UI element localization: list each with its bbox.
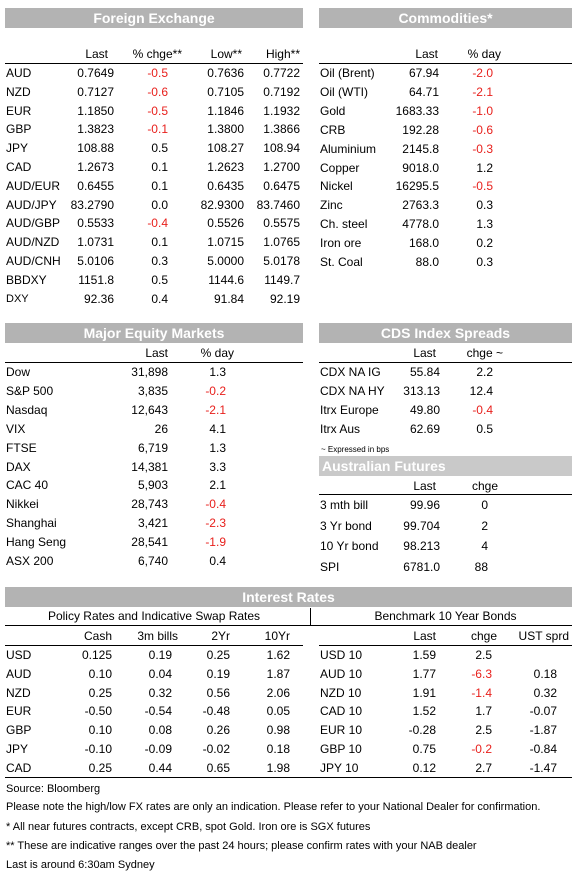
- cds-row-label: CDX NA IG: [320, 365, 381, 379]
- fx-row-label: AUD: [6, 66, 32, 80]
- cds-footnote: ~ Expressed in bps: [321, 445, 390, 454]
- fx-row-low: 0.7636: [207, 66, 244, 80]
- fx-row-high: 5.0178: [263, 254, 300, 268]
- commodity-row-label: Copper: [320, 160, 360, 175]
- bond-row-label: EUR 10: [320, 723, 363, 738]
- fx-row-high: 0.5575: [263, 216, 300, 231]
- commodity-row-label: Oil (WTI): [320, 84, 368, 99]
- equity-row-last: 14,381: [131, 459, 168, 474]
- policy-row-label: JPY: [6, 742, 29, 756]
- cds-row-last: 313.13: [403, 383, 440, 398]
- bonds-header-last: Last: [413, 629, 436, 643]
- fx-row-chg: 0.5: [151, 141, 168, 156]
- equity-row-chg: 1.3: [209, 365, 226, 379]
- equity-row-label: S&P 500: [6, 383, 54, 398]
- fx-row-last: 1.2673: [77, 160, 114, 174]
- fx-row-high: 0.7192: [263, 84, 300, 99]
- commodity-row-last: 16295.5: [395, 179, 439, 194]
- policy-row-10yr: 1.62: [266, 648, 290, 662]
- cds-row-last: 62.69: [409, 421, 440, 436]
- fx-row-chg: -0.1: [147, 122, 168, 137]
- equity-row-chg: -0.2: [205, 383, 226, 398]
- equity-header-last: Last: [145, 346, 168, 360]
- policy-row-2yr: 0.65: [206, 760, 230, 775]
- commodities-header-last: Last: [415, 47, 438, 61]
- policy-row-10yr: 1.87: [266, 666, 290, 681]
- policy-row-cash: 0.25: [88, 760, 112, 775]
- fx-header-rule: [5, 63, 303, 64]
- bond-row-label: USD 10: [320, 648, 363, 662]
- fx-row-low: 82.9300: [200, 197, 244, 212]
- cds-row-chg: -0.4: [472, 402, 493, 417]
- futures-row-label: 3 mth bill: [320, 498, 369, 512]
- note-futures: * All near futures contracts, except CRB, spot Gold. Iron ore is SGX futures: [6, 821, 371, 833]
- commodity-row-chg: 1.2: [476, 160, 493, 175]
- futures-row-last: 98.213: [403, 539, 440, 553]
- policy-row-label: EUR: [6, 704, 32, 719]
- equity-header-rule: [5, 362, 303, 363]
- fx-row-label: AUD/CNH: [6, 254, 61, 268]
- fx-row-high: 1.3866: [263, 122, 300, 137]
- fx-row-low: 1144.6: [208, 272, 244, 287]
- fx-row-chg: -0.5: [147, 66, 168, 80]
- cds-row-chg: 0.5: [476, 421, 493, 436]
- fx-header-last: Last: [85, 47, 108, 61]
- fx-header-high: High**: [265, 47, 300, 61]
- fx-row-label: AUD/JPY: [6, 197, 57, 212]
- commodity-row-last: 2763.3: [402, 198, 439, 213]
- fx-row-high: 92.19: [269, 291, 300, 306]
- commodity-row-label: Nickel: [320, 179, 353, 194]
- fx-row-chg: 0.1: [151, 235, 168, 250]
- policy-row-3m: 0.04: [148, 666, 172, 681]
- bond-row-label: JPY 10: [320, 760, 359, 775]
- futures-row-last: 6781.0: [403, 559, 440, 574]
- policy-row-label: GBP: [6, 723, 32, 738]
- futures-header-rule: [319, 494, 572, 495]
- policy-row-label: CAD: [6, 760, 32, 775]
- bond-row-sprd: -0.07: [529, 704, 557, 719]
- commodity-row-chg: -2.1: [472, 84, 493, 99]
- bond-row-chg: 2.5: [475, 723, 492, 738]
- rates-divider: [310, 608, 311, 626]
- equity-row-last: 3,835: [137, 383, 168, 398]
- bond-row-label: AUD 10: [320, 666, 363, 681]
- fx-row-last: 0.7127: [77, 84, 114, 99]
- cds-row-last: 55.84: [409, 365, 440, 379]
- commodities-header-chg: % day: [467, 47, 501, 61]
- futures-header-chg: chge: [471, 479, 498, 493]
- fx-row-low: 91.84: [213, 291, 244, 306]
- fx-header-chg: % chge**: [132, 47, 182, 61]
- fx-row-low: 0.6435: [207, 178, 244, 193]
- bond-row-chg: -1.4: [471, 685, 492, 700]
- policy-row-cash: -0.10: [84, 742, 112, 756]
- commodity-row-chg: -0.5: [472, 179, 493, 194]
- policy-row-cash: 0.25: [88, 685, 112, 700]
- policy-row-3m: 0.44: [148, 760, 172, 775]
- cds-row-label: Itrx Aus: [320, 421, 361, 436]
- commodity-row-label: Oil (Brent): [320, 66, 375, 80]
- commodity-row-last: 9018.0: [402, 160, 439, 175]
- policy-row-cash: 0.10: [88, 723, 112, 738]
- equity-row-last: 6,719: [137, 440, 168, 455]
- policy-row-cash: -0.50: [84, 704, 112, 719]
- policy-header-2yr: 2Yr: [211, 629, 230, 643]
- bond-row-last: 1.59: [412, 648, 436, 662]
- bond-row-label: CAD 10: [320, 704, 363, 719]
- commodity-row-last: 168.0: [408, 236, 439, 251]
- note-ranges: ** These are indicative ranges over the past 24 hours; please confirm rates with your NAB dealer: [6, 840, 477, 852]
- fx-row-label: AUD/NZD: [6, 235, 60, 250]
- policy-rates-caption: Policy Rates and Indicative Swap Rates: [47, 609, 261, 623]
- fx-row-chg: 0.0: [151, 197, 168, 212]
- bonds-header-rule: [319, 645, 572, 646]
- fx-row-label: AUD/EUR: [6, 178, 61, 193]
- fx-row-label: EUR: [6, 103, 32, 118]
- fx-panel-title: Foreign Exchange: [5, 8, 303, 28]
- bond-row-label: NZD 10: [320, 685, 362, 700]
- fx-row-high: 1.0765: [263, 235, 300, 250]
- policy-row-2yr: 0.19: [206, 666, 230, 681]
- policy-row-2yr: 0.56: [206, 685, 230, 700]
- fx-row-chg: 0.4: [151, 291, 168, 306]
- commodity-row-chg: 1.3: [476, 217, 493, 232]
- fx-row-chg: 0.3: [151, 254, 168, 268]
- bonds-header-chg: chge: [470, 629, 497, 643]
- equity-row-last: 31,898: [131, 365, 168, 379]
- commodity-row-label: Ch. steel: [320, 217, 368, 232]
- cds-row-last: 49.80: [409, 402, 440, 417]
- bond-row-last: 1.52: [412, 704, 436, 719]
- fx-row-high: 1.2700: [263, 160, 300, 174]
- commodity-row-chg: 0.3: [476, 198, 493, 213]
- bonds-caption: Benchmark 10 Year Bonds: [374, 609, 517, 623]
- bond-row-chg: 2.7: [475, 760, 492, 775]
- policy-row-3m: -0.54: [144, 704, 172, 719]
- bond-row-chg: -0.2: [471, 742, 492, 756]
- bond-row-last: 1.91: [412, 685, 436, 700]
- commodity-row-label: St. Coal: [320, 255, 363, 269]
- policy-row-3m: 0.08: [148, 723, 172, 738]
- policy-row-10yr: 0.05: [266, 704, 290, 719]
- equity-row-last: 28,743: [131, 497, 168, 512]
- fx-row-low: 0.5526: [207, 216, 244, 231]
- fx-row-last: 108.88: [77, 141, 114, 156]
- equity-row-label: DAX: [6, 459, 31, 474]
- bond-row-chg: -6.3: [471, 666, 492, 681]
- fx-row-high: 1.1932: [263, 103, 300, 118]
- equity-row-chg: 3.3: [209, 459, 226, 474]
- fx-row-chg: 0.1: [151, 160, 168, 174]
- commodity-row-label: CRB: [320, 122, 346, 137]
- fx-row-low: 1.2623: [207, 160, 244, 174]
- policy-header-rule: [5, 645, 303, 646]
- policy-row-10yr: 0.98: [266, 723, 290, 738]
- commodity-row-chg: -1.0: [472, 103, 493, 118]
- commodity-row-label: Zinc: [320, 198, 343, 213]
- rates-bottom-rule: [5, 777, 572, 778]
- futures-row-last: 99.704: [403, 518, 440, 533]
- fx-row-label: DXY: [6, 292, 29, 305]
- equity-row-last: 5,903: [137, 478, 168, 493]
- fx-row-label: JPY: [6, 141, 29, 156]
- equity-row-last: 3,421: [137, 516, 168, 531]
- equity-row-label: Hang Seng: [6, 535, 67, 550]
- fx-row-last: 92.36: [83, 291, 114, 306]
- equity-row-last: 28,541: [131, 535, 168, 550]
- equity-row-chg: 4.1: [209, 421, 226, 436]
- policy-row-10yr: 0.18: [266, 742, 290, 756]
- fx-row-label: BBDXY: [6, 272, 47, 287]
- commodity-row-last: 67.94: [408, 66, 439, 80]
- fx-row-chg: -0.6: [147, 84, 168, 99]
- bond-row-last: -0.28: [408, 723, 436, 738]
- fx-header-low: Low**: [210, 47, 242, 61]
- bonds-header-sprd: UST sprd: [518, 629, 569, 643]
- bond-row-sprd: 0.32: [533, 685, 557, 700]
- futures-row-label: 10 Yr bond: [320, 539, 379, 553]
- futures-header-last: Last: [413, 479, 436, 493]
- commodities-header-rule: [319, 63, 572, 64]
- fx-row-label: NZD: [6, 84, 31, 99]
- policy-row-3m: -0.09: [144, 742, 172, 756]
- fx-row-last: 1151.8: [78, 272, 114, 287]
- policy-row-label: NZD: [6, 685, 31, 700]
- equity-row-chg: -1.9: [205, 535, 226, 550]
- fx-row-low: 0.7105: [207, 84, 244, 99]
- futures-row-chg: 88: [474, 559, 488, 574]
- equity-row-label: CAC 40: [6, 478, 49, 493]
- bond-row-label: GBP 10: [320, 742, 362, 756]
- futures-panel-title: Australian Futures: [319, 456, 572, 476]
- equity-header-chg: % day: [200, 346, 234, 360]
- cds-row-label: Itrx Europe: [320, 402, 379, 417]
- commodity-row-label: Gold: [320, 103, 346, 118]
- rates-panel-title: Interest Rates: [5, 587, 572, 607]
- fx-row-last: 0.5533: [77, 216, 114, 231]
- fx-row-chg: -0.4: [147, 216, 168, 231]
- fx-row-low: 5.0000: [207, 254, 244, 268]
- fx-row-low: 1.0715: [207, 235, 244, 250]
- equity-row-chg: 1.3: [209, 440, 226, 455]
- fx-row-high: 0.7722: [263, 66, 300, 80]
- equity-row-last: 6,740: [137, 554, 168, 568]
- equity-row-label: VIX: [6, 421, 26, 436]
- fx-row-last: 0.6455: [77, 178, 114, 193]
- policy-row-label: AUD: [6, 666, 32, 681]
- fx-row-label: GBP: [6, 122, 32, 137]
- cds-row-chg: 12.4: [469, 383, 493, 398]
- commodities-panel-title: Commodities*: [319, 8, 572, 28]
- bond-row-sprd: -0.84: [529, 742, 557, 756]
- bond-row-sprd: -1.87: [529, 723, 557, 738]
- policy-header-cash: Cash: [83, 629, 112, 643]
- policy-row-cash: 0.125: [81, 648, 112, 662]
- fx-row-chg: 0.1: [151, 178, 168, 193]
- commodity-row-last: 2145.8: [402, 141, 439, 156]
- equity-row-label: ASX 200: [6, 554, 54, 568]
- equity-row-last: 26: [154, 421, 168, 436]
- fx-row-low: 1.1846: [207, 103, 244, 118]
- equity-row-label: FTSE: [6, 440, 37, 455]
- policy-row-10yr: 2.06: [266, 685, 290, 700]
- fx-row-last: 1.1850: [77, 103, 114, 118]
- equity-row-chg: -2.1: [205, 402, 226, 417]
- fx-row-last: 83.2790: [70, 197, 114, 212]
- fx-row-last: 1.0731: [77, 235, 114, 250]
- futures-row-label: 3 Yr bond: [320, 518, 372, 533]
- commodity-row-chg: 0.2: [476, 236, 493, 251]
- equity-panel-title: Major Equity Markets: [5, 323, 303, 343]
- policy-header-10yr: 10Yr: [264, 629, 290, 643]
- commodity-row-last: 192.28: [402, 122, 439, 137]
- fx-row-label: AUD/GBP: [6, 216, 61, 231]
- equity-row-last: 12,643: [131, 402, 168, 417]
- futures-row-chg: 4: [481, 539, 488, 553]
- commodity-row-label: Iron ore: [320, 236, 362, 251]
- commodity-row-chg: 0.3: [476, 255, 493, 269]
- futures-row-chg: 0: [481, 498, 488, 512]
- fx-row-label: CAD: [6, 160, 32, 174]
- futures-row-chg: 2: [481, 518, 488, 533]
- fx-row-high: 83.7460: [256, 197, 300, 212]
- equity-row-chg: -0.4: [205, 497, 226, 512]
- policy-header-3m: 3m bills: [137, 629, 178, 643]
- futures-row-last: 99.96: [409, 498, 440, 512]
- note-fx-disclaimer: Please note the high/low FX rates are only an indication. Please refer to your National Dealer for confirmation.: [6, 801, 541, 813]
- fx-row-last: 1.3823: [77, 122, 114, 137]
- commodity-row-chg: -2.0: [472, 66, 493, 80]
- equity-row-label: Nikkei: [6, 497, 39, 512]
- bond-row-sprd: 0.18: [533, 666, 557, 681]
- equity-row-label: Nasdaq: [6, 402, 48, 417]
- bond-row-chg: 1.7: [475, 704, 492, 719]
- cds-panel-title: CDS Index Spreads: [319, 323, 572, 343]
- commodity-row-label: Aluminium: [320, 141, 377, 156]
- fx-row-chg: -0.5: [147, 103, 168, 118]
- note-source: Source: Bloomberg: [6, 783, 101, 795]
- fx-row-high: 108.94: [263, 141, 300, 156]
- equity-row-label: Shanghai: [6, 516, 57, 531]
- fx-row-last: 5.0106: [77, 254, 114, 268]
- equity-row-label: Dow: [6, 365, 31, 379]
- equity-row-chg: 2.1: [209, 478, 226, 493]
- policy-row-cash: 0.10: [88, 666, 112, 681]
- cds-header-last: Last: [413, 346, 436, 360]
- bond-row-last: 0.75: [412, 742, 436, 756]
- policy-row-10yr: 1.98: [266, 760, 290, 775]
- commodity-row-chg: -0.6: [472, 122, 493, 137]
- commodity-row-last: 88.0: [415, 255, 439, 269]
- policy-row-2yr: -0.02: [202, 742, 230, 756]
- commodity-row-chg: -0.3: [472, 141, 493, 156]
- cds-header-chg: chge ~: [466, 346, 503, 360]
- cds-row-chg: 2.2: [476, 365, 493, 379]
- policy-row-2yr: -0.48: [202, 704, 230, 719]
- bond-row-sprd: -1.47: [529, 760, 557, 775]
- commodity-row-last: 64.71: [408, 84, 439, 99]
- futures-row-label: SPI: [320, 559, 340, 574]
- policy-row-3m: 0.19: [148, 648, 172, 662]
- note-timing: Last is around 6:30am Sydney: [6, 859, 155, 871]
- fx-row-high: 0.6475: [263, 178, 300, 193]
- fx-row-high: 1149.7: [264, 272, 300, 287]
- equity-row-chg: 0.4: [209, 554, 226, 568]
- policy-row-3m: 0.32: [148, 685, 172, 700]
- policy-row-2yr: 0.25: [206, 648, 230, 662]
- equity-row-chg: -2.3: [205, 516, 226, 531]
- cds-row-label: CDX NA HY: [320, 383, 385, 398]
- cds-header-rule: [319, 362, 572, 363]
- fx-row-last: 0.7649: [77, 66, 114, 80]
- fx-row-low: 1.3800: [207, 122, 244, 137]
- fx-row-low: 108.27: [207, 141, 244, 156]
- fx-row-chg: 0.5: [151, 272, 168, 287]
- bond-row-chg: 2.5: [475, 648, 492, 662]
- rates-caption-rule: [5, 625, 572, 626]
- bond-row-last: 0.12: [412, 760, 436, 775]
- commodity-row-last: 4778.0: [402, 217, 439, 232]
- policy-row-2yr: 0.26: [206, 723, 230, 738]
- commodity-row-last: 1683.33: [395, 103, 439, 118]
- policy-row-label: USD: [6, 648, 32, 662]
- bond-row-last: 1.77: [412, 666, 436, 681]
